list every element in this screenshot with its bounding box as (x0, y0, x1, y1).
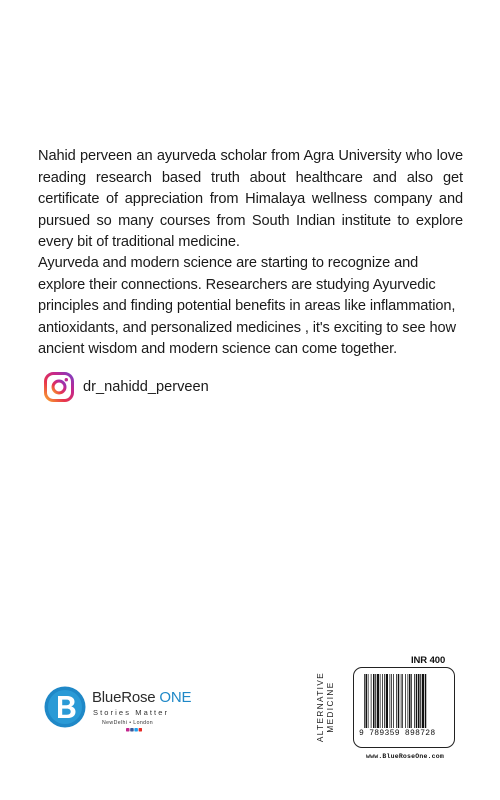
book-blurb: Ayurveda and modern science are starting to recognize and explore their connections. Researchers are studying Ayurvedic principles and finding potential benefits in areas like inflammation, antioxidants, and personalized medicines , it's exciting to see how ancient wisdom and modern science can come together. (38, 255, 456, 357)
category-line-1: ALTERNATIVE (316, 671, 325, 743)
social-icons (126, 728, 142, 732)
publisher-name (92, 689, 191, 706)
publisher-name-bluerose: BlueRose (92, 689, 160, 706)
isbn-digits: 9 789359 898728 (359, 729, 436, 738)
isbn-barcode (353, 667, 455, 748)
barcode-bars (364, 674, 446, 728)
publisher-logo-icon (44, 686, 86, 728)
publisher-website: www.BlueRoseOne.com (366, 753, 444, 760)
book-category (310, 668, 354, 746)
publisher-logo-block (44, 686, 224, 746)
category-line-2: MEDICINE (326, 681, 335, 733)
price-label: INR 400 (411, 655, 446, 666)
publisher-tagline: Stories Matter (93, 708, 170, 717)
instagram-icon (44, 372, 74, 402)
publisher-cities: NewDelhi • London (102, 720, 154, 726)
publisher-name-one: ONE (159, 689, 192, 706)
author-bio: Nahid perveen an ayurveda scholar from Agra University who love reading research based truth about healthcare and also get certificate of appreciation from Himalaya wellness company and pursued so many courses from South Indian institute to explore every bit of traditional medicine. (38, 148, 463, 250)
instagram-handle: dr_nahidd_perveen (83, 379, 209, 395)
instagram-link[interactable] (44, 372, 209, 402)
